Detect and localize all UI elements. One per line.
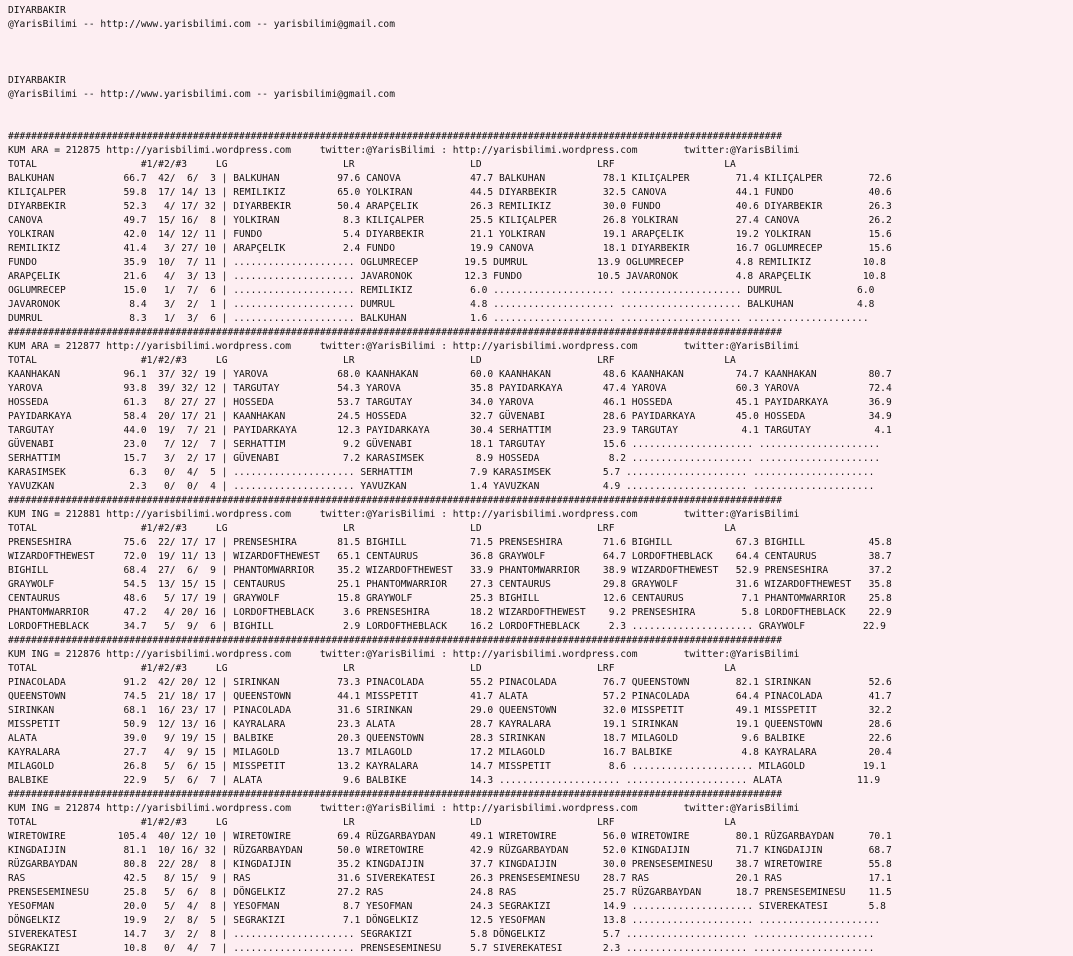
table-row: REMILIKIZ 41.4 3/ 27/ 10 | ARAPÇELIK 2.4 FUNDO 19.9 CANOVA 18.1 DIYARBEKIR 16.7 OGLUMRECEP 15.6	[8, 243, 892, 254]
table-row: RAS 42.5 8/ 15/ 9 | RAS 31.6 SIVEREKATESI 26.3 PRENSESEMINESU 28.7 RAS 20.1 RAS 17.1	[8, 873, 892, 884]
table-row: KAYRALARA 27.7 4/ 9/ 15 | MILAGOLD 13.7 MILAGOLD 17.2 MILAGOLD 16.7 BALBIKE 4.8 KAYRALARA 20.4	[8, 747, 892, 758]
table-row: RÜZGARBAYDAN 80.8 22/ 28/ 8 | KINGDAIJIN 35.2 KINGDAIJIN 37.7 KINGDAIJIN 30.0 PRENSESEMINESU 38.7 WIRETOWIRE 55.8	[8, 859, 892, 870]
table-row: MISSPETIT 50.9 12/ 13/ 16 | KAYRALARA 23.3 ALATA 28.7 KAYRALARA 19.1 SIRINKAN 19.1 QUEENSTOWN 28.6	[8, 719, 892, 730]
table-row: YOLKIRAN 42.0 14/ 12/ 11 | FUNDO 5.4 DIYARBEKIR 21.1 YOLKIRAN 19.1 ARAPÇELIK 19.2 YOLKIRAN 15.6	[8, 229, 892, 240]
table-row: KINGDAIJIN 81.1 10/ 16/ 32 | RÜZGARBAYDAN 50.0 WIRETOWIRE 42.9 RÜZGARBAYDAN 52.0 KINGDAIJIN 71.7 KINGDAIJIN 68.7	[8, 845, 892, 856]
separator-line: ######################################################################################################################################	[8, 327, 782, 338]
table-row: FUNDO 35.9 10/ 7/ 11 | ..................... OGLUMRECEP 19.5 DUMRUL 13.9 OGLUMRECEP 4.8 REMILIKIZ 10.8	[8, 257, 886, 268]
column-header: TOTAL #1/#2/#3 LG LR LD LRF LA	[8, 817, 736, 828]
column-header: TOTAL #1/#2/#3 LG LR LD LRF LA	[8, 159, 736, 170]
column-header: TOTAL #1/#2/#3 LG LR LD LRF LA	[8, 355, 736, 366]
race-title: KUM ARA = 212877 http://yarisbilimi.wordpress.com twitter:@YarisBilimi : http://yarisbilimi.wordpress.com twitter:@YarisBilimi	[8, 341, 800, 352]
table-row: DIYARBEKIR 52.3 4/ 17/ 32 | DIYARBEKIR 50.4 ARAPÇELIK 26.3 REMILIKIZ 30.0 FUNDO 40.6 DIYARBEKIR 26.3	[8, 201, 892, 212]
header-line: @YarisBilimi -- http://www.yarisbilimi.com -- yarisbilimi@gmail.com	[8, 89, 395, 100]
table-row: YAVUZKAN 2.3 0/ 0/ 4 | ..................... YAVUZKAN 1.4 YAVUZKAN 4.9 ..................... .....................	[8, 481, 875, 492]
table-row: PAYIDARKAYA 58.4 20/ 17/ 21 | KAANHAKAN 24.5 HOSSEDA 32.7 GÜVENABI 28.6 PAYIDARKAYA 45.0 HOSSEDA 34.9	[8, 411, 892, 422]
table-row: YAROVA 93.8 39/ 32/ 12 | TARGUTAY 54.3 YAROVA 35.8 PAYIDARKAYA 47.4 YAROVA 60.3 YAROVA 72.4	[8, 383, 892, 394]
separator-line: ######################################################################################################################################	[8, 495, 782, 506]
column-header: TOTAL #1/#2/#3 LG LR LD LRF LA	[8, 523, 736, 534]
table-row: GÜVENABI 23.0 7/ 12/ 7 | SERHATTIM 9.2 GÜVENABI 18.1 TARGUTAY 15.6 ..................... .....................	[8, 439, 881, 450]
table-row: TARGUTAY 44.0 19/ 7/ 21 | PAYIDARKAYA 12.3 PAYIDARKAYA 30.4 SERHATTIM 23.9 TARGUTAY 4.1 TARGUTAY 4.1	[8, 425, 892, 436]
table-row: CENTAURUS 48.6 5/ 17/ 19 | GRAYWOLF 15.8 GRAYWOLF 25.3 BIGHILL 12.6 CENTAURUS 7.1 PHANTOMWARRIOR 25.8	[8, 593, 892, 604]
table-row: PRENSESHIRA 75.6 22/ 17/ 17 | PRENSESHIRA 81.5 BIGHILL 71.5 PRENSESHIRA 71.6 BIGHILL 67.3 BIGHILL 45.8	[8, 537, 892, 548]
table-row: ARAPÇELIK 21.6 4/ 3/ 13 | ..................... JAVARONOK 12.3 FUNDO 10.5 JAVARONOK 4.8 ARAPÇELIK 10.8	[8, 271, 886, 282]
table-row: SIRINKAN 68.1 16/ 23/ 17 | PINACOLADA 31.6 SIRINKAN 29.0 QUEENSTOWN 32.0 MISSPETIT 49.1 MISSPETIT 32.2	[8, 705, 892, 716]
table-row: LORDOFTHEBLACK 34.7 5/ 9/ 6 | BIGHILL 2.9 LORDOFTHEBLACK 16.2 LORDOFTHEBLACK 2.3 ..................... GRAYWOLF 22.9	[8, 621, 886, 632]
table-row: DÖNGELKIZ 19.9 2/ 8/ 5 | SEGRAKIZI 7.1 DÖNGELKIZ 12.5 YESOFMAN 13.8 ..................... .....................	[8, 915, 881, 926]
table-row: BIGHILL 68.4 27/ 6/ 9 | PHANTOMWARRIOR 35.2 WIZARDOFTHEWEST 33.9 PHANTOMWARRIOR 38.9 WIZARDOFTHEWEST 52.9 PRENSESHIRA 37.2	[8, 565, 892, 576]
table-row: BALKUHAN 66.7 42/ 6/ 3 | BALKUHAN 97.6 CANOVA 47.7 BALKUHAN 78.1 KILIÇALPER 71.4 KILIÇALPER 72.6	[8, 173, 892, 184]
table-row: WIRETOWIRE 105.4 40/ 12/ 10 | WIRETOWIRE 69.4 RÜZGARBAYDAN 49.1 WIRETOWIRE 56.0 WIRETOWIRE 80.1 RÜZGARBAYDAN 70.1	[8, 831, 892, 842]
table-row: WIZARDOFTHEWEST 72.0 19/ 11/ 13 | WIZARDOFTHEWEST 65.1 CENTAURUS 36.8 GRAYWOLF 64.7 LORDOFTHEBLACK 64.4 CENTAURUS 38.7	[8, 551, 892, 562]
race-title: KUM ING = 212881 http://yarisbilimi.wordpress.com twitter:@YarisBilimi : http://yarisbilimi.wordpress.com twitter:@YarisBilimi	[8, 509, 800, 520]
table-row: YESOFMAN 20.0 5/ 4/ 8 | YESOFMAN 8.7 YESOFMAN 24.3 SEGRAKIZI 14.9 ..................... SIVEREKATESI 5.8	[8, 901, 886, 912]
table-row: JAVARONOK 8.4 3/ 2/ 1 | ..................... DUMRUL 4.8 ..................... ..................... BALKUHAN 4.8	[8, 299, 875, 310]
separator-line: ######################################################################################################################################	[8, 789, 782, 800]
table-row: BALBIKE 22.9 5/ 6/ 7 | ALATA 9.6 BALBIKE 14.3 ..................... ..................... ALATA 11.9	[8, 775, 881, 786]
table-row: SERHATTIM 15.7 3/ 2/ 17 | GÜVENABI 7.2 KARASIMSEK 8.9 HOSSEDA 8.2 ..................... .....................	[8, 453, 881, 464]
separator-line: ######################################################################################################################################	[8, 131, 782, 142]
separator-line: ######################################################################################################################################	[8, 635, 782, 646]
table-row: PINACOLADA 91.2 42/ 20/ 12 | SIRINKAN 73.3 PINACOLADA 55.2 PINACOLADA 76.7 QUEENSTOWN 82.1 SIRINKAN 52.6	[8, 677, 892, 688]
table-row: GRAYWOLF 54.5 13/ 15/ 15 | CENTAURUS 25.1 PHANTOMWARRIOR 27.3 CENTAURUS 29.8 GRAYWOLF 31.6 WIZARDOFTHEWEST 35.8	[8, 579, 892, 590]
table-row: OGLUMRECEP 15.0 1/ 7/ 6 | ..................... REMILIKIZ 6.0 ..................... ..................... DUMRUL 6.0	[8, 285, 875, 296]
table-row: KARASIMSEK 6.3 0/ 4/ 5 | ..................... SERHATTIM 7.9 KARASIMSEK 5.7 ..................... .....................	[8, 467, 875, 478]
table-row: DUMRUL 8.3 1/ 3/ 6 | ..................... BALKUHAN 1.6 ..................... ..................... .....................	[8, 313, 869, 324]
race-title: KUM ING = 212876 http://yarisbilimi.wordpress.com twitter:@YarisBilimi : http://yarisbilimi.wordpress.com twitter:@YarisBilimi	[8, 649, 800, 660]
table-row: KAANHAKAN 96.1 37/ 32/ 19 | YAROVA 68.0 KAANHAKAN 60.0 KAANHAKAN 48.6 KAANHAKAN 74.7 KAANHAKAN 80.7	[8, 369, 892, 380]
table-row: CANOVA 49.7 15/ 16/ 8 | YOLKIRAN 8.3 KILIÇALPER 25.5 KILIÇALPER 26.8 YOLKIRAN 27.4 CANOVA 26.2	[8, 215, 892, 226]
table-row: SIVEREKATESI 14.7 3/ 2/ 8 | ..................... SEGRAKIZI 5.8 DÖNGELKIZ 5.7 ..................... .....................	[8, 929, 875, 940]
header-line: DIYARBAKIR	[8, 5, 66, 16]
table-row: PHANTOMWARRIOR 47.2 4/ 20/ 16 | LORDOFTHEBLACK 3.6 PRENSESHIRA 18.2 WIZARDOFTHEWEST 9.2 PRENSESHIRA 5.8 LORDOFTHEBLACK 22.9	[8, 607, 892, 618]
race-title: KUM ARA = 212875 http://yarisbilimi.wordpress.com twitter:@YarisBilimi : http://yarisbilimi.wordpress.com twitter:@YarisBilimi	[8, 145, 800, 156]
header-line: @YarisBilimi -- http://www.yarisbilimi.com -- yarisbilimi@gmail.com	[8, 19, 395, 30]
table-row: QUEENSTOWN 74.5 21/ 18/ 17 | QUEENSTOWN 44.1 MISSPETIT 41.7 ALATA 57.2 PINACOLADA 64.4 PINACOLADA 41.7	[8, 691, 892, 702]
header-line: DIYARBAKIR	[8, 75, 66, 86]
table-row: PRENSESEMINESU 25.8 5/ 6/ 8 | DÖNGELKIZ 27.2 RAS 24.8 RAS 25.7 RÜZGARBAYDAN 18.7 PRENSESEMINESU 11.5	[8, 887, 892, 898]
table-row: MILAGOLD 26.8 5/ 6/ 15 | MISSPETIT 13.2 KAYRALARA 14.7 MISSPETIT 8.6 ..................... MILAGOLD 19.1	[8, 761, 886, 772]
table-row: SEGRAKIZI 10.8 0/ 4/ 7 | ..................... PRENSESEMINESU 5.7 SIVEREKATESI 2.3 ..................... .....................	[8, 943, 875, 954]
table-row: ALATA 39.0 9/ 19/ 15 | BALBIKE 20.3 QUEENSTOWN 28.3 SIRINKAN 18.7 MILAGOLD 9.6 BALBIKE 22.6	[8, 733, 892, 744]
table-row: HOSSEDA 61.3 8/ 27/ 27 | HOSSEDA 53.7 TARGUTAY 34.0 YAROVA 46.1 HOSSEDA 45.1 PAYIDARKAYA 36.9	[8, 397, 892, 408]
column-header: TOTAL #1/#2/#3 LG LR LD LRF LA	[8, 663, 736, 674]
table-row: KILIÇALPER 59.8 17/ 14/ 13 | REMILIKIZ 65.0 YOLKIRAN 44.5 DIYARBEKIR 32.5 CANOVA 44.1 FUNDO 40.6	[8, 187, 892, 198]
race-title: KUM ING = 212874 http://yarisbilimi.wordpress.com twitter:@YarisBilimi : http://yarisbilimi.wordpress.com twitter:@YarisBilimi	[8, 803, 800, 814]
